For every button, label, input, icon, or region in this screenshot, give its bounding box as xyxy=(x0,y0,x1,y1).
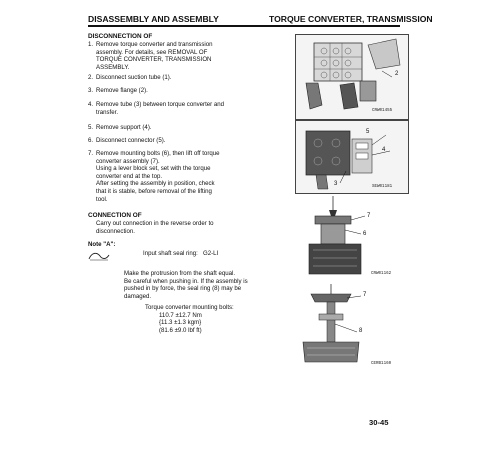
figure-code: CRW01162 xyxy=(371,272,392,276)
step-1 xyxy=(88,41,253,71)
figure-drawing xyxy=(295,284,407,368)
bolts-spec xyxy=(145,304,234,334)
step-text: tool. xyxy=(96,195,108,203)
note-line: damaged. xyxy=(124,292,152,300)
callout-7: 7 xyxy=(367,213,371,219)
figure-drawing xyxy=(296,35,408,119)
seal-value: G2-LI xyxy=(203,250,219,257)
callout-8: 8 xyxy=(359,328,363,334)
seal-label: Input shaft seal ring: xyxy=(143,250,198,257)
page-number: 30-45 xyxy=(369,418,389,427)
figure-drawing xyxy=(296,121,408,193)
figure-code: CRW01455 xyxy=(372,109,393,113)
step-number: 4. xyxy=(88,101,94,108)
step-text: Disconnect suction tube (1). xyxy=(96,74,172,81)
bolts-value: {11.3 ±1.3 kgm} xyxy=(159,319,202,327)
step-3 xyxy=(88,87,253,95)
figure-drawing xyxy=(295,196,407,280)
note-label: Note "A": xyxy=(88,241,116,248)
figure-code: CERB1160 xyxy=(371,362,392,366)
disconnection-title: DISCONNECTION OF xyxy=(88,33,153,40)
step-text: transfer. xyxy=(96,108,119,116)
figure-support-connector xyxy=(295,120,409,194)
step-text: Remove tube (3) between torque converter and xyxy=(96,101,225,108)
figure-seal-ring xyxy=(295,284,407,368)
step-number: 1. xyxy=(88,41,94,48)
figure-lifting-assembly xyxy=(295,196,407,280)
section-heading: DISASSEMBLY AND ASSEMBLY xyxy=(88,14,219,24)
connection-line: disconnection. xyxy=(96,227,135,235)
step-text: Remove torque converter and transmission xyxy=(96,41,213,48)
step-text: assembly. For details, see REMOVAL OF xyxy=(96,48,208,56)
seal-ring-icon xyxy=(88,250,110,262)
step-text: Remove flange (2). xyxy=(96,87,148,94)
chapter-heading: TORQUE CONVERTER, TRANSMISSION xyxy=(269,14,433,24)
callout-3: 3 xyxy=(334,181,338,187)
note-line: Be careful when pushing in. If the assembly is xyxy=(124,277,248,285)
step-text: converter end at the top. xyxy=(96,172,163,180)
step-number: 2. xyxy=(88,74,94,81)
bolts-value: (81.6 ±9.0 lbf ft) xyxy=(159,326,202,334)
step-number: 6. xyxy=(88,137,94,144)
note-line: Make the protrusion from the shaft equal. xyxy=(124,270,236,277)
step-5 xyxy=(88,124,253,132)
note-line: pushed in by force, the seal ring (8) may be xyxy=(124,285,242,293)
callout-4: 4 xyxy=(382,147,386,153)
connection-title: CONNECTION OF xyxy=(88,212,142,219)
step-text: After setting the assembly in position, check xyxy=(96,180,215,188)
step-6 xyxy=(88,137,253,145)
step-text: Disconnect connector (5). xyxy=(96,137,166,144)
step-text: Remove mounting bolts (6), then lift off torque xyxy=(96,150,220,157)
step-text: converter assembly (7). xyxy=(96,157,160,165)
step-number: 5. xyxy=(88,124,94,131)
bolts-value: 110.7 ±12.7 Nm xyxy=(159,311,202,319)
step-text: Remove support (4). xyxy=(96,124,152,131)
bolts-title: Torque converter mounting bolts: xyxy=(145,304,234,311)
step-text: ASSEMBLY. xyxy=(96,63,130,71)
step-number: 7. xyxy=(88,150,94,157)
connection-text xyxy=(96,220,256,235)
callout-6: 6 xyxy=(363,231,367,237)
figure-transmission-top xyxy=(295,34,409,120)
protrusion-note xyxy=(124,270,274,300)
step-number: 3. xyxy=(88,87,94,94)
step-4 xyxy=(88,101,253,116)
callout-5: 5 xyxy=(366,129,370,135)
callout-2: 2 xyxy=(395,71,399,77)
callout-7: 7 xyxy=(363,292,367,298)
connection-line: Carry out connection in the reverse order to xyxy=(96,220,214,227)
step-2 xyxy=(88,74,253,82)
step-7 xyxy=(88,150,253,203)
header-rule xyxy=(88,25,400,27)
step-text: Using a lever block set, set with the torque xyxy=(96,165,211,173)
step-text: TORQUE CONVERTER, TRANSMISSION xyxy=(96,56,212,64)
step-text: that it is stable, before removal of the lifting xyxy=(96,187,212,195)
figure-code: SEW01181 xyxy=(372,185,393,189)
